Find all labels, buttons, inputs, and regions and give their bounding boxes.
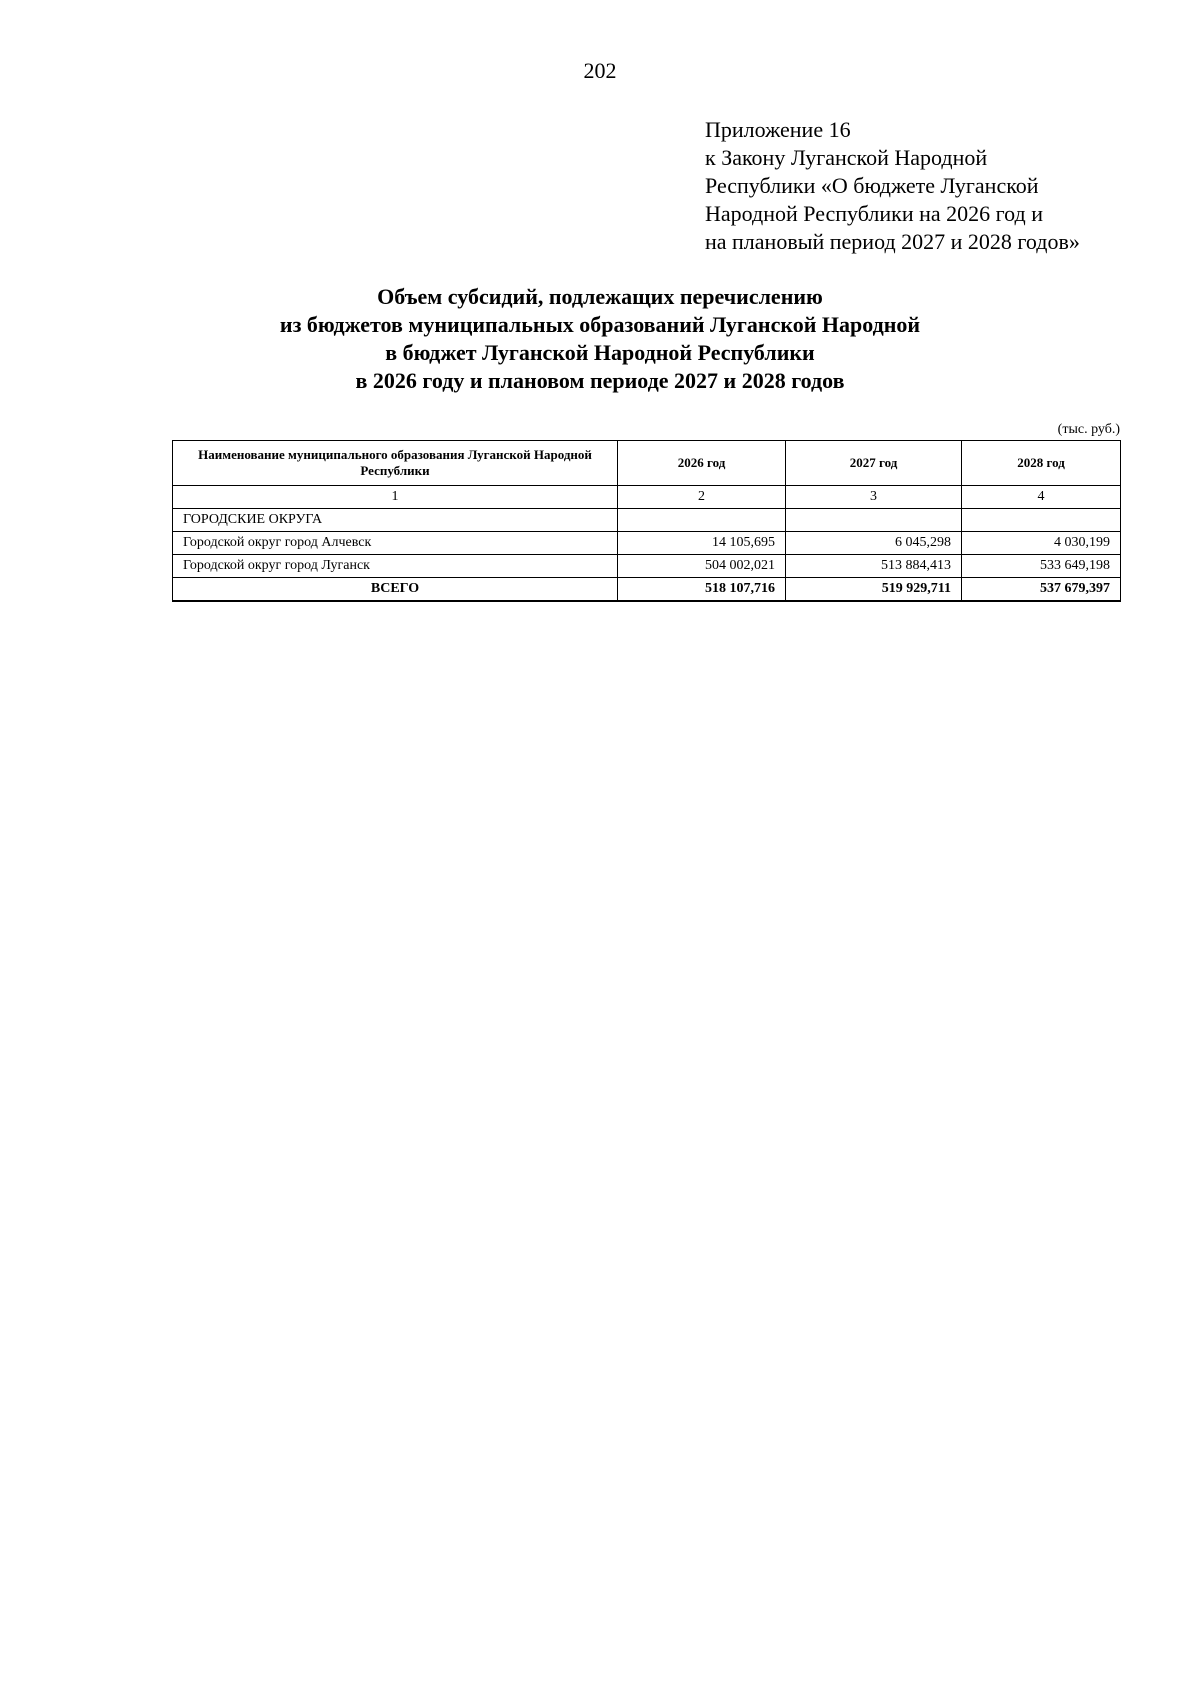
header-row	[173, 441, 1121, 486]
header-2026: 2026 год	[618, 441, 786, 486]
empty-cell	[618, 509, 786, 532]
total-2027: 519 929,711	[786, 578, 962, 602]
total-2026: 518 107,716	[618, 578, 786, 602]
column-number: 1	[173, 486, 618, 509]
appendix-note	[705, 116, 1080, 256]
document-title	[0, 283, 1200, 395]
title-line: из бюджетов муниципальных образований Луганской Народной	[279, 312, 921, 337]
appendix-line: Народной Республики на 2026 год и	[705, 201, 1043, 226]
section-row	[173, 509, 1121, 532]
title-line: Объем субсидий, подлежащих перечислению	[377, 284, 823, 309]
column-number-row	[173, 486, 1121, 509]
table-row	[173, 555, 1121, 578]
municipality-name: Городской округ город Алчевск	[173, 532, 618, 555]
appendix-line: к Закону Луганской Народной	[705, 145, 988, 170]
total-row	[173, 578, 1121, 602]
header-municipality: Наименование муниципального образования Луганской Народной Республики	[173, 441, 618, 486]
column-number: 2	[618, 486, 786, 509]
page-number: 202	[583, 58, 617, 83]
units-label: (тыс. руб.)	[1057, 422, 1120, 437]
value-2027: 6 045,298	[786, 532, 962, 555]
appendix-line: на плановый период 2027 и 2028 годов»	[705, 229, 1080, 254]
title-line: в бюджет Луганской Народной Республики	[385, 340, 815, 365]
value-2026: 14 105,695	[618, 532, 786, 555]
empty-cell	[962, 509, 1121, 532]
section-label: ГОРОДСКИЕ ОКРУГА	[173, 509, 618, 532]
table-row	[173, 532, 1121, 555]
subsidies-table	[172, 440, 1121, 602]
value-2026: 504 002,021	[618, 555, 786, 578]
empty-cell	[786, 509, 962, 532]
municipality-name: Городской округ город Луганск	[173, 555, 618, 578]
value-2028: 4 030,199	[962, 532, 1121, 555]
column-number: 3	[786, 486, 962, 509]
title-line: в 2026 году и плановом периоде 2027 и 2028 годов	[355, 368, 845, 393]
appendix-line: Республики «О бюджете Луганской	[705, 173, 1039, 198]
header-2028: 2028 год	[962, 441, 1121, 486]
total-label: ВСЕГО	[173, 578, 618, 602]
total-2028: 537 679,397	[962, 578, 1121, 602]
column-number: 4	[962, 486, 1121, 509]
appendix-line: Приложение 16	[705, 117, 851, 142]
value-2027: 513 884,413	[786, 555, 962, 578]
header-2027: 2027 год	[786, 441, 962, 486]
value-2028: 533 649,198	[962, 555, 1121, 578]
